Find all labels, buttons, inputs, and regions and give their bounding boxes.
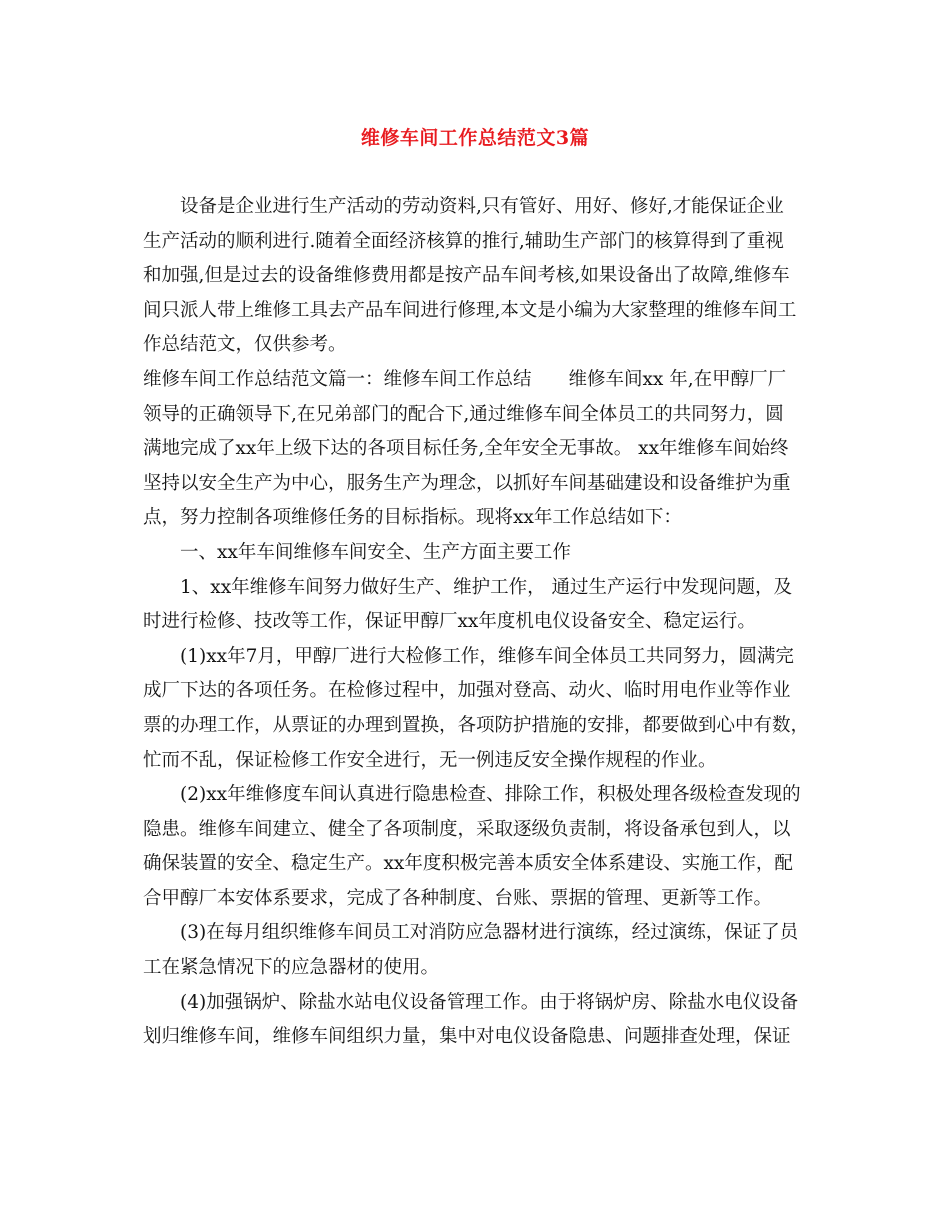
body-line: 时进行检修、技改等工作，保证甲醇厂xx年度机电仪设备安全、稳定运行。 <box>143 611 756 633</box>
body-line: 和加强,但是过去的设备维修费用都是按产品车间考核,如果设备出了故障,维修车 <box>143 265 790 287</box>
body-line: 确保装置的安全、稳定生产。xx年度积极完善本质安全体系建设、实施工作，配 <box>143 853 793 875</box>
body-line: (2)xx年维修度车间认真进行隐患检查、排除工作，积极处理各级检查发现的 <box>180 784 801 806</box>
body-line: 间只派人带上维修工具去产品车间进行修理,本文是小编为大家整理的维修车间工 <box>143 299 797 321</box>
body-line: 生产活动的顺利进行.随着全面经济核算的推行,辅助生产部门的核算得到了重视 <box>143 230 784 252</box>
body-line: 领导的正确领导下,在兄弟部门的配合下,通过维修车间全体员工的共同努力，圆 <box>143 403 784 425</box>
body-line: 隐患。维修车间建立、健全了各项制度，采取逐级负责制，将设备承包到人，以 <box>143 818 791 840</box>
body-line: 维修车间工作总结范文篇一：维修车间工作总结 维修车间xx 年,在甲醇厂厂 <box>143 368 787 390</box>
body-line: 票的办理工作，从票证的办理到置换，各项防护措施的安排，都要做到心中有数， <box>143 714 810 736</box>
body-line: (1)xx年7月，甲醇厂进行大检修工作，维修车间全体员工共同努力，圆满完 <box>180 645 794 667</box>
document-body <box>143 190 811 1055</box>
body-line: 忙而不乱，保证检修工作安全进行，无一例违反安全操作规程的作业。 <box>143 749 717 771</box>
body-line: (4)加强锅炉、除盐水站电仪设备管理工作。由于将锅炉房、除盐水电仪设备 <box>180 991 799 1013</box>
body-line: 1、xx年维修车间努力做好生产、维护工作， 通过生产运行中发现问题，及 <box>180 576 793 598</box>
body-line: 点，努力控制各项维修任务的目标指标。现将xx年工作总结如下： <box>143 507 682 529</box>
body-line: 划归维修车间，维修车间组织力量，集中对电仪设备隐患、问题排查处理，保证 <box>143 1026 791 1048</box>
body-line: (3)在每月组织维修车间员工对消防应急器材进行演练，经过演练，保证了员 <box>180 922 799 944</box>
body-line: 设备是企业进行生产活动的劳动资料,只有管好、用好、修好,才能保证企业 <box>180 196 784 217</box>
body-line: 作总结范文，仅供参考。 <box>143 334 347 356</box>
body-line: 合甲醇厂本安体系要求，完成了各种制度、台账、票据的管理、更新等工作。 <box>143 887 773 909</box>
document-title: 维修车间工作总结范文3篇 <box>360 127 590 149</box>
body-line: 满地完成了xx年上级下达的各项目标任务,全年安全无事故。 xx年维修车间始终 <box>143 438 789 460</box>
body-line: 成厂下达的各项任务。在检修过程中，加强对登高、动火、临时用电作业等作业 <box>143 680 791 702</box>
body-line: 一、xx年车间维修车间安全、生产方面主要工作 <box>180 541 571 563</box>
body-line: 坚持以安全生产为中心，服务生产为理念，以抓好车间基础建设和设备维护为重 <box>143 472 791 494</box>
body-line: 工在紧急情况下的应急器材的使用。 <box>143 957 440 979</box>
